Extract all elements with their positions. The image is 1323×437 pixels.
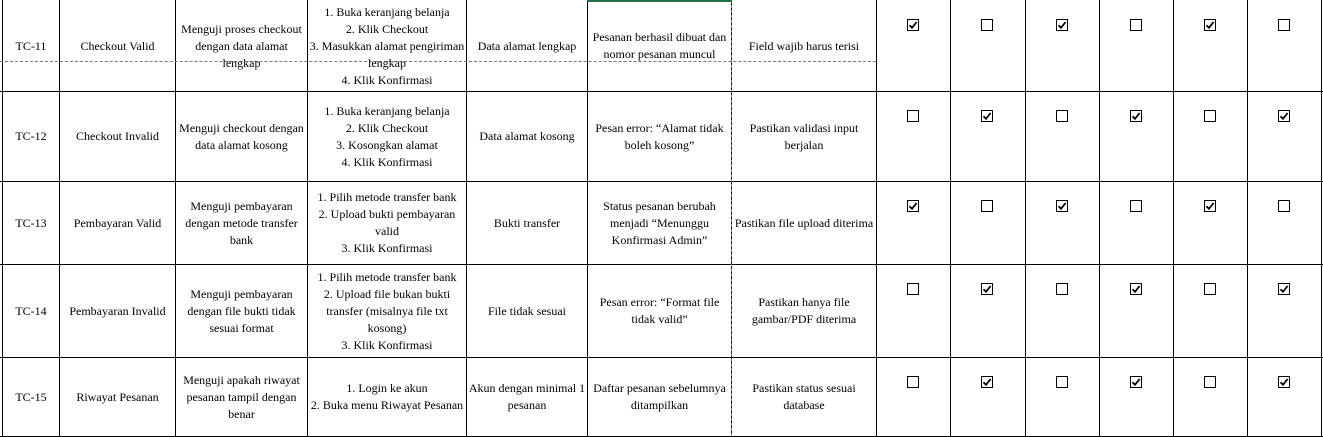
checkbox-checked[interactable] [981,110,993,122]
description-cell[interactable] [176,265,307,357]
test-id-text: TC-11 [15,38,47,53]
scenario-cell[interactable] [60,265,175,357]
step-line: 1. Buka keranjang belanja [324,103,450,118]
checkbox-unchecked[interactable] [1204,376,1216,388]
expected-result-text: Pesanan berhasil dibuat dan nomor pesanan muncul [592,30,727,61]
checkbox-unchecked[interactable] [1204,110,1216,122]
checkbox-checked[interactable] [1278,110,1290,122]
test-data-text: Data alamat kosong [479,129,575,143]
steps-list [324,103,449,171]
checkbox-unchecked[interactable] [1278,19,1290,31]
note-cell[interactable] [732,92,876,181]
test-data-cell[interactable] [467,92,587,181]
checkbox-checked[interactable] [1056,19,1068,31]
steps-cell[interactable] [308,182,466,264]
test-id-cell[interactable] [3,182,59,264]
checkmark-icon [1205,20,1215,30]
checkbox-unchecked[interactable] [1056,376,1068,388]
checkbox-unchecked[interactable] [1056,283,1068,295]
scenario-cell[interactable] [60,1,175,91]
note-text: Field wajib harus terisi [748,38,860,53]
scenario-cell[interactable] [60,358,175,436]
test-data-text: Akun dengan minimal 1 pesanan [468,381,586,412]
column-border [1025,0,1026,437]
test-id-cell[interactable] [3,358,59,436]
checkbox-checked[interactable] [1278,283,1290,295]
checkbox-checked[interactable] [981,376,993,388]
checkbox-checked[interactable] [1056,200,1068,212]
checkmark-icon [1279,284,1289,294]
checkbox-unchecked[interactable] [1130,200,1142,212]
step-line: 4. Klik Konfirmasi [341,154,433,169]
step-line: 2. Klik Checkout [345,21,429,36]
column-border [1099,0,1100,437]
checkmark-icon [1057,201,1067,211]
description-text: Menguji pembayaran dengan file bukti tidak sesuai format [187,286,296,335]
steps-list [309,4,465,89]
checkbox-unchecked[interactable] [1130,19,1142,31]
step-line: 4. Klik Konfirmasi [341,72,433,87]
step-line: 1. Pilih metode transfer bank [317,190,457,204]
test-data-text: File tidak sesuai [488,303,566,318]
checkbox-unchecked[interactable] [981,19,993,31]
checkbox-checked[interactable] [907,19,919,31]
expected-result-cell[interactable] [588,265,731,357]
scenario-text: Riwayat Pesanan [76,389,159,404]
test-id-cell[interactable] [3,265,59,357]
checkbox-checked[interactable] [1130,283,1142,295]
steps-list [311,380,463,414]
checkbox-unchecked[interactable] [907,376,919,388]
test-data-text: Data alamat lengkap [477,38,577,53]
checkbox-checked[interactable] [1130,110,1142,122]
column-border [1173,0,1174,437]
test-data-cell[interactable] [467,358,587,436]
scenario-cell[interactable] [60,92,175,181]
step-line: 1. Pilih metode transfer bank [317,269,457,284]
test-id-text: TC-12 [15,129,47,143]
checkmark-icon [1131,284,1141,294]
steps-cell[interactable] [308,265,466,357]
checkmark-icon [1131,111,1141,121]
checkbox-unchecked[interactable] [981,200,993,212]
step-line: 2. Klik Checkout [345,120,429,135]
step-line: 2. Upload bukti pembayaran valid [318,207,456,238]
checkbox-checked[interactable] [1204,200,1216,212]
expected-result-text: Pesan error: “Alamat tidak boleh kosong” [595,120,724,152]
note-cell[interactable] [732,182,876,264]
step-line: 3. Masukkan alamat pengiriman lengkap [309,38,465,70]
steps-list [309,269,465,354]
note-cell[interactable] [732,358,876,436]
checkmark-icon [1205,201,1215,211]
expected-result-text: Pesan error: “Format file tidak valid” [599,295,720,326]
note-text: Pastikan file upload diterima [734,215,874,230]
checkbox-checked[interactable] [981,283,993,295]
checkbox-unchecked[interactable] [1056,110,1068,122]
step-line: 1. Login ke akun [346,381,428,395]
note-text: Pastikan validasi input berjalan [749,120,859,152]
checkbox-unchecked[interactable] [907,110,919,122]
step-line: 2. Buka menu Riwayat Pesanan [310,398,464,412]
test-id-text: TC-15 [15,389,47,404]
test-data-text: Bukti transfer [493,215,561,230]
checkmark-icon [1279,377,1289,387]
test-id-cell[interactable] [3,92,59,181]
steps-cell[interactable] [308,92,466,181]
expected-result-text: Daftar pesanan sebelumnya ditampilkan [593,381,726,412]
test-id-cell[interactable] [3,1,59,91]
description-text: Menguji pembayaran dengan metode transfer bank [185,198,298,247]
description-text: Menguji apakah riwayat pesanan tampil dengan benar [183,372,300,421]
expected-result-cell[interactable] [588,182,731,264]
expected-result-cell[interactable] [588,358,731,436]
steps-list [309,189,465,257]
checkmark-icon [982,284,992,294]
column-border [876,0,877,437]
checkbox-checked[interactable] [1204,19,1216,31]
note-text: Pastikan hanya file gambar/PDF diterima [751,295,857,326]
checkbox-checked[interactable] [1278,376,1290,388]
checkmark-icon [1057,20,1067,30]
note-cell[interactable] [732,265,876,357]
step-line: 3. Klik Konfirmasi [341,241,433,255]
description-cell[interactable] [176,1,307,91]
column-border [950,0,951,437]
checkmark-icon [982,377,992,387]
test-data-cell[interactable] [467,265,587,357]
note-text: Pastikan status sesuai database [752,381,856,412]
test-id-text: TC-13 [15,215,47,230]
scenario-text: Pembayaran Valid [73,215,162,230]
description-cell[interactable] [176,358,307,436]
step-line: 3. Kosongkan alamat [336,137,438,152]
checkmark-icon [908,201,918,211]
steps-cell[interactable] [308,358,466,436]
column-border [1321,0,1322,437]
note-cell[interactable] [732,1,876,91]
scenario-text: Pembayaran Invalid [69,303,166,318]
column-border [1247,0,1248,437]
expected-result-cell[interactable] [588,1,731,91]
scenario-text: Checkout Invalid [76,129,159,143]
step-line: 3. Klik Konfirmasi [341,337,433,352]
description-text: Menguji checkout dengan data alamat kosong [179,120,304,152]
checkbox-unchecked[interactable] [1278,200,1290,212]
step-line: 2. Upload file bukan bukti transfer (misalnya file txt kosong) [323,286,451,335]
expected-result-text: Status pesanan berubah menjadi “Menunggu Konfirmasi Admin” [603,198,716,247]
checkbox-unchecked[interactable] [907,283,919,295]
step-line: 1. Buka keranjang belanja [324,4,450,19]
steps-cell[interactable] [308,1,466,91]
scenario-cell[interactable] [60,182,175,264]
scenario-text: Checkout Valid [80,38,155,53]
test-data-cell[interactable] [467,182,587,264]
expected-result-cell[interactable] [588,92,731,181]
checkbox-checked[interactable] [907,200,919,212]
description-cell[interactable] [176,182,307,264]
description-text: Menguji proses checkout dengan data alamat lengkap [181,21,302,70]
test-id-text: TC-14 [15,303,47,318]
test-data-cell[interactable] [467,1,587,91]
checkmark-icon [1131,377,1141,387]
checkbox-unchecked[interactable] [1204,283,1216,295]
checkmark-icon [982,111,992,121]
checkmark-icon [908,20,918,30]
checkbox-checked[interactable] [1130,376,1142,388]
checkmark-icon [1279,111,1289,121]
description-cell[interactable] [176,92,307,181]
